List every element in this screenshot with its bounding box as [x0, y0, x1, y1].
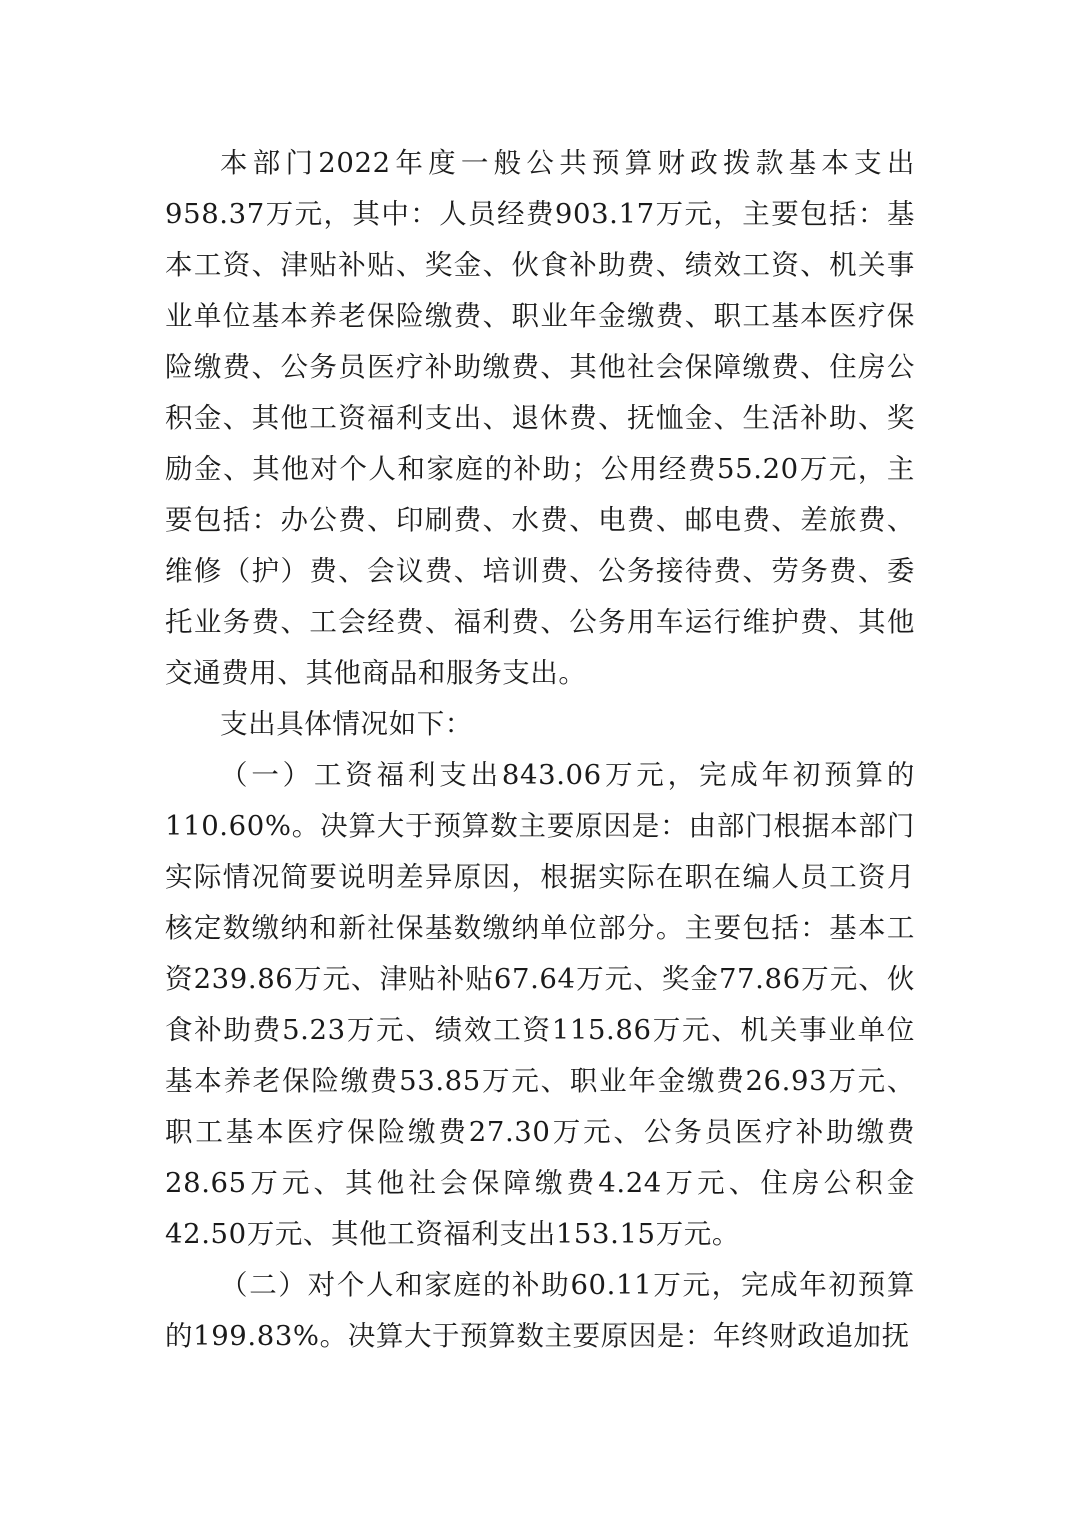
document-body — [165, 138, 915, 1362]
paragraph-wage-welfare-expenditure: （一）工资福利支出843.06万元，完成年初预算的110.60%。决算大于预算数主要原因是：由部门根据本部门实际情况简要说明差异原因，根据实际在职在编人员工资月核定数缴纳和新社保基数缴纳单位部分。主要包括：基本工资239.86万元、津贴补贴67.64万元、奖金77.86万元、伙食补助费5.23万元、绩效工资115.86万元、机关事业单位基本养老保险缴费53.85万元、职业年金缴费26.93万元、职工基本医疗保险缴费27.30万元、公务员医疗补助缴费28.65万元、其他社会保障缴费4.24万元、住房公积金42.50万元、其他工资福利支出153.15万元。 — [165, 759, 915, 1250]
paragraph-basic-expenditure-summary: 本部门2022年度一般公共预算财政拨款基本支出958.37万元，其中：人员经费903.17万元，主要包括：基本工资、津贴补贴、奖金、伙食补助费、绩效工资、机关事业单位基本养老保险缴费、职业年金缴费、职工基本医疗保险缴费、公务员医疗补助缴费、其他社会保障缴费、住房公积金、其他工资福利支出、退休费、抚恤金、生活补助、奖励金、其他对个人和家庭的补助；公用经费55.20万元，主要包括：办公费、印刷费、水费、电费、邮电费、差旅费、维修（护）费、会议费、培训费、公务接待费、劳务费、委托业务费、工会经费、福利费、公务用车运行维护费、其他交通费用、其他商品和服务支出。 — [165, 147, 915, 689]
paragraph-individual-family-subsidy: （二）对个人和家庭的补助60.11万元，完成年初预算的199.83%。决算大于预算数主要原因是：年终财政追加抚 — [165, 1269, 915, 1352]
paragraph-expenditure-details-intro: 支出具体情况如下： — [220, 708, 473, 740]
